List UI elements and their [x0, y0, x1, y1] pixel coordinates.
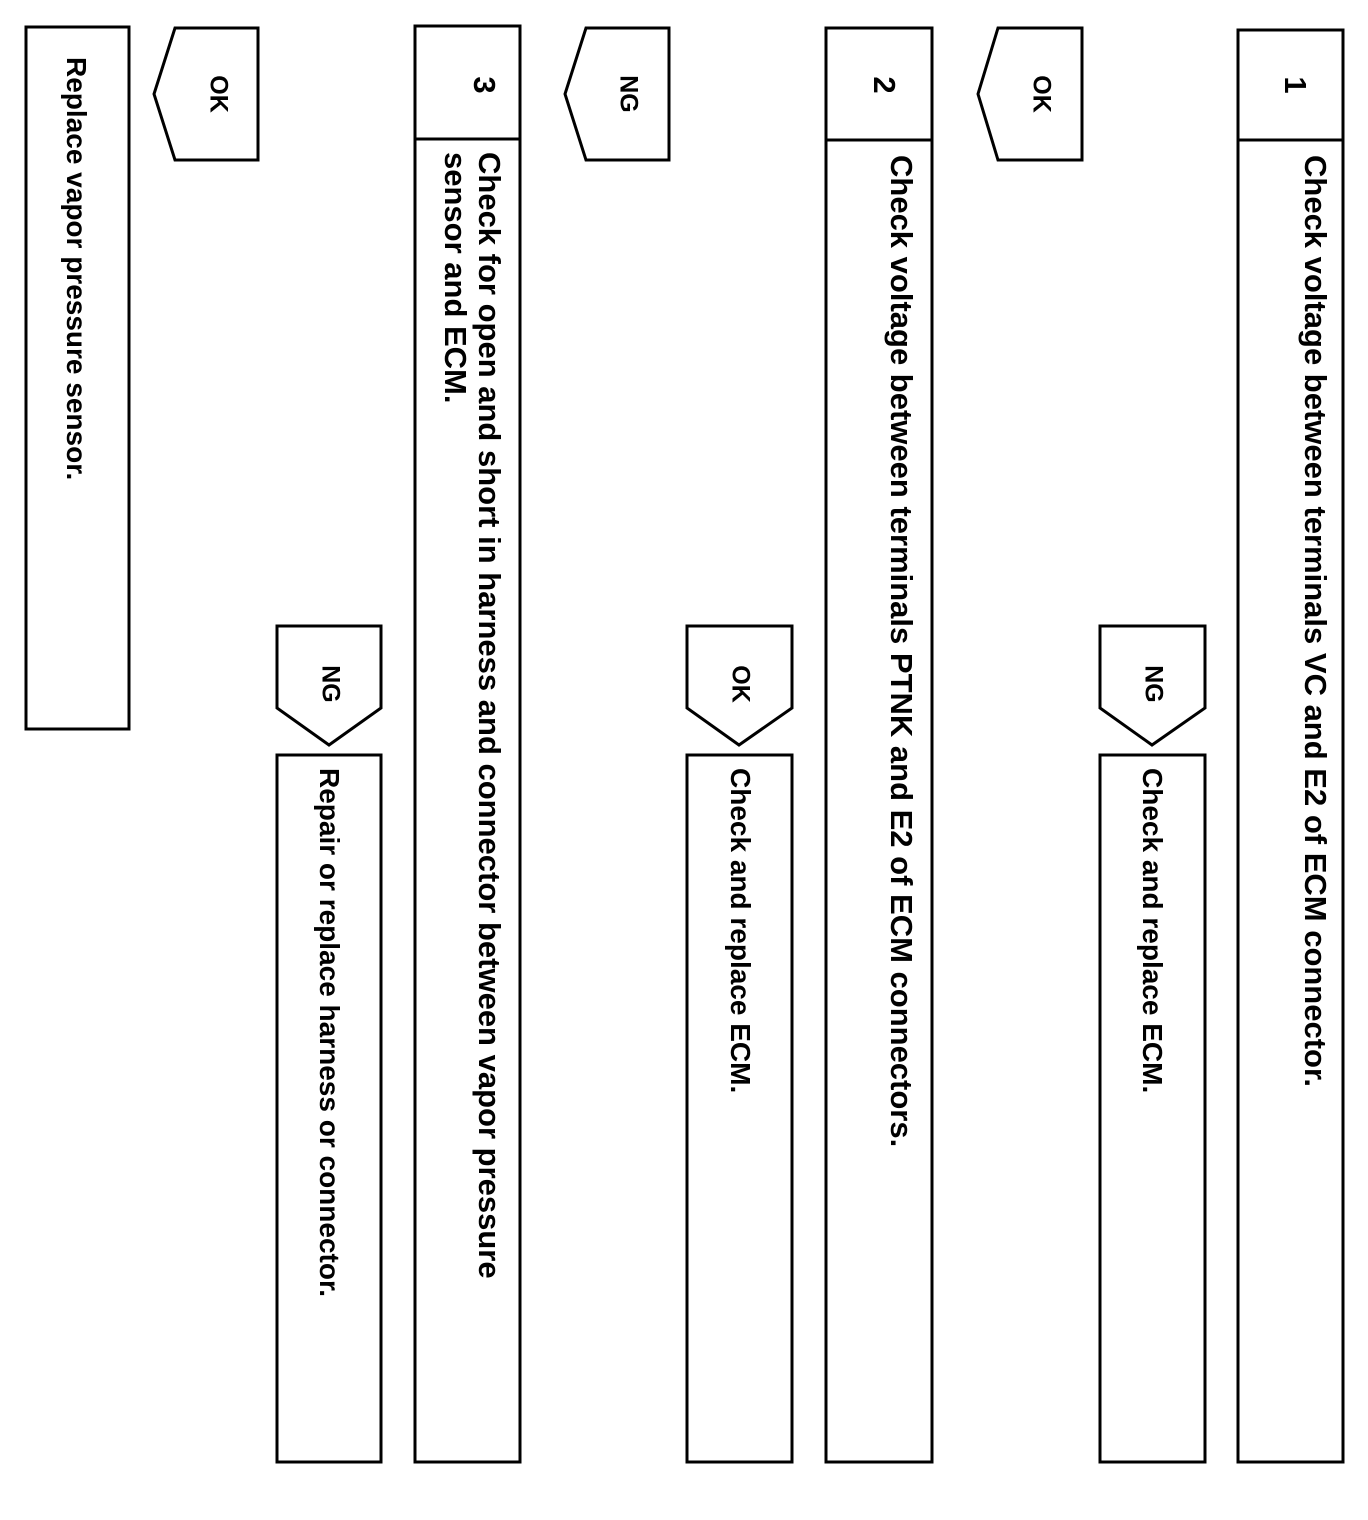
step-3-ng-branch [277, 626, 381, 1462]
step-2-ng-tag [565, 28, 669, 160]
step-1-number: 1 [1277, 76, 1313, 94]
step-3-ok-label: OK [204, 75, 233, 113]
final-action: Replace vapor pressure sensor. [61, 57, 92, 481]
step-2-ng-label: NG [614, 75, 643, 113]
step-2-ok-label: OK [726, 665, 755, 703]
final-step [26, 27, 129, 729]
step-3-ok-tag [154, 28, 258, 160]
step-3-ng-label: NG [316, 665, 345, 703]
step-1-ng-action: Check and replace ECM. [1137, 768, 1168, 1094]
step-1-ok-tag [978, 28, 1082, 160]
step-3 [415, 26, 520, 1462]
step-3-text-line2: sensor and ECM. [438, 152, 473, 404]
step-1-ok-label: OK [1027, 75, 1056, 113]
step-2-ok-branch [687, 626, 792, 1462]
step-3-text-line1: Check for open and short in harness and connector between vapor pressure [472, 152, 507, 1279]
step-3-ng-action: Repair or replace harness or connector. [314, 768, 345, 1298]
step-2 [826, 28, 932, 1462]
step-1-ng-branch [1100, 626, 1205, 1462]
step-2-ok-action: Check and replace ECM. [725, 768, 756, 1094]
step-3-number: 3 [466, 76, 502, 94]
step-1 [1238, 30, 1343, 1462]
step-1-text: Check voltage between terminals VC and E2 of ECM connector. [1298, 155, 1333, 1087]
step-2-text: Check voltage between terminals PTNK and E2 of ECM connectors. [884, 155, 919, 1148]
step-1-ng-label: NG [1139, 665, 1168, 703]
step-2-number: 2 [866, 76, 902, 94]
